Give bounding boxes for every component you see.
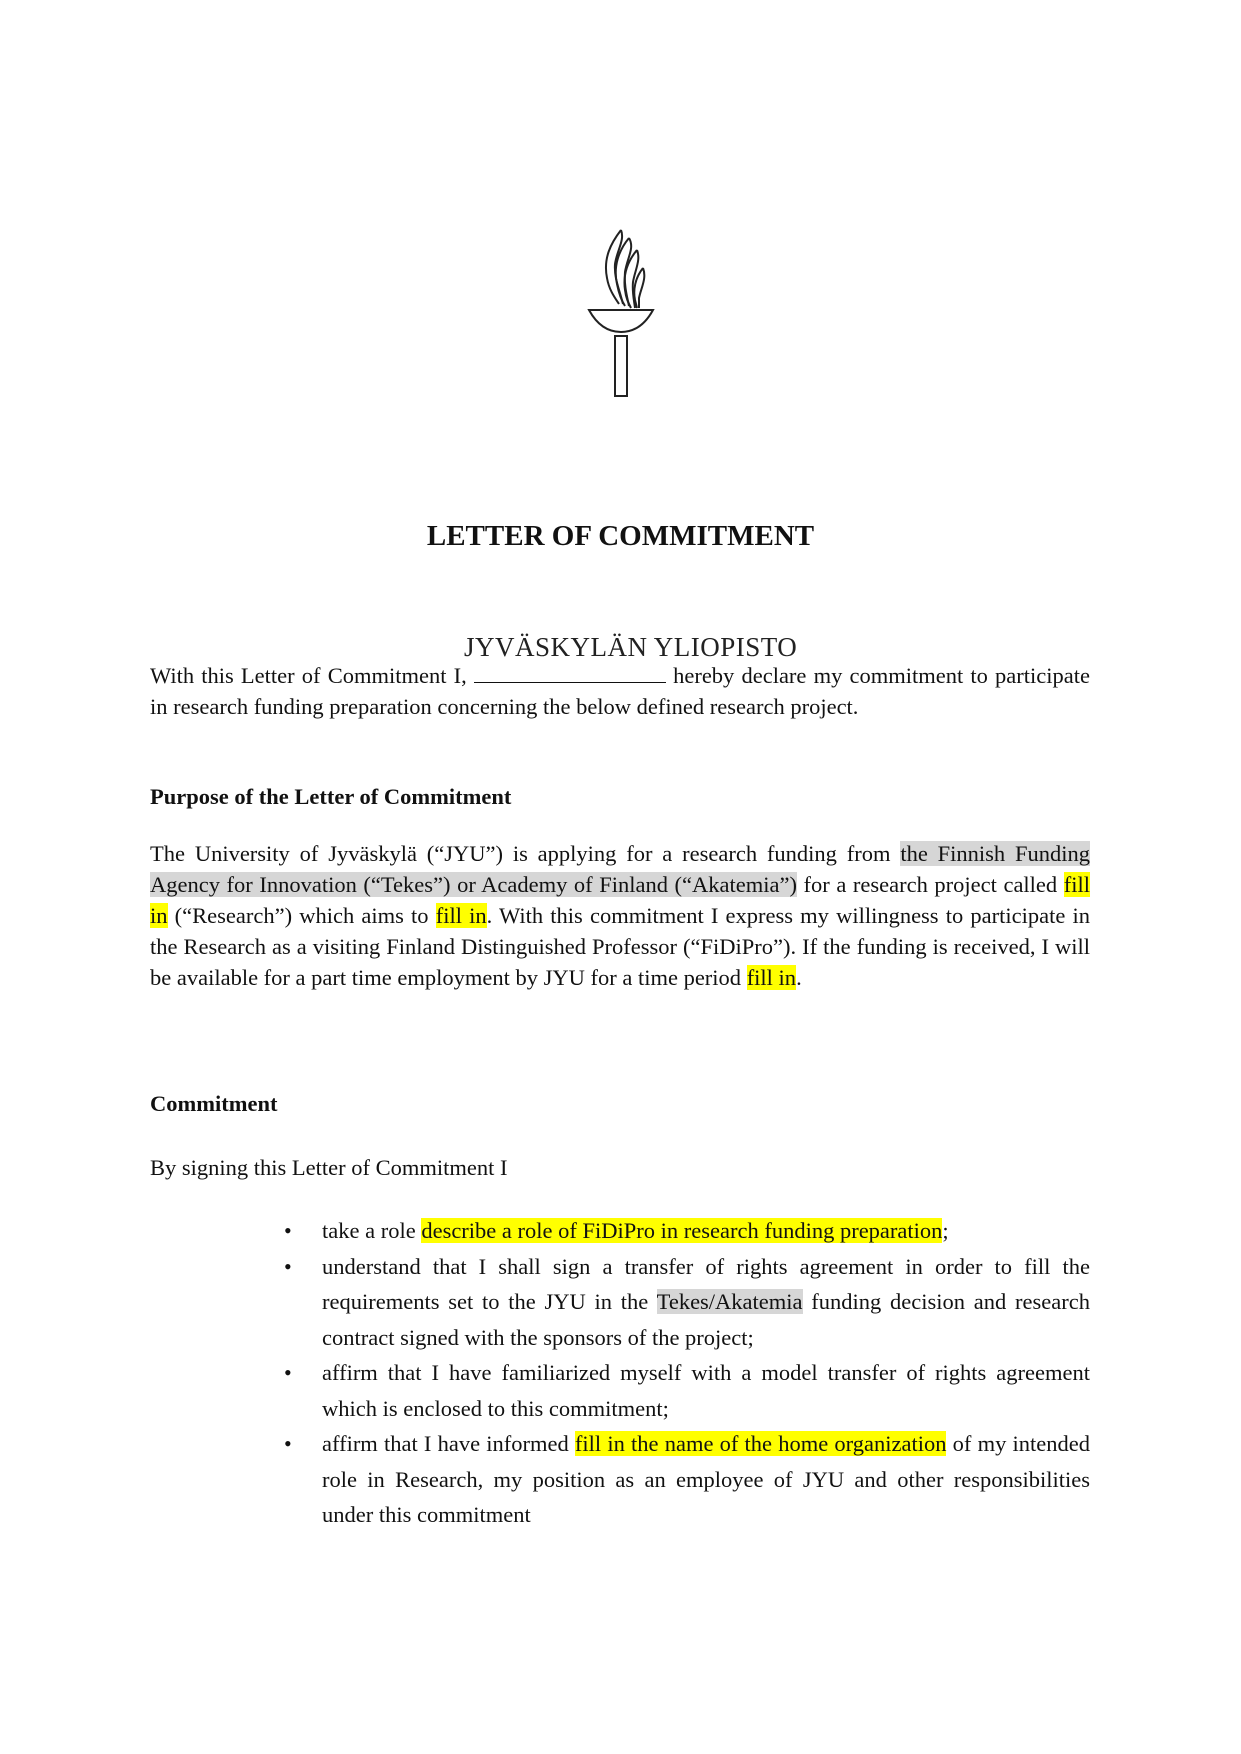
intro-text-1: With this Letter of Commitment I, — [150, 663, 474, 688]
list-item — [322, 1355, 1090, 1426]
purpose-text: . — [796, 965, 802, 990]
list-item — [322, 1249, 1090, 1356]
purpose-text: The University of Jyväskylä (“JYU”) is applying for a research funding from — [150, 841, 901, 866]
commitment-heading: Commitment — [150, 1091, 278, 1116]
intro-text-2: hereby declare my commitment to participate in research funding preparation concerning the below defined research project. — [150, 663, 1090, 719]
intro-paragraph — [150, 660, 1090, 722]
fill-in-time-period[interactable]: fill in — [746, 965, 797, 990]
fill-in-aims[interactable]: fill in — [435, 903, 487, 928]
list-item — [322, 1426, 1090, 1533]
item-text: affirm that I have familiarized myself with a model transfer of rights agreement which is enclosed to this commitment; — [322, 1360, 1090, 1421]
item-text: affirm that I have informed — [322, 1431, 575, 1456]
purpose-text: (“Research”) which aims to — [167, 903, 436, 928]
item-text: funding decision and research contract signed with the sponsors of the project; — [322, 1289, 1090, 1350]
purpose-paragraph — [150, 838, 1090, 993]
name-blank-field[interactable] — [474, 664, 666, 683]
purpose-heading: Purpose of the Letter of Commitment — [150, 784, 512, 809]
fill-in-home-organization[interactable]: fill in the name of the home organization — [574, 1431, 947, 1456]
list-item — [322, 1213, 1090, 1249]
item-text: of my intended role in Research, my position as an employee of JYU and other responsibilities under this commitment — [322, 1431, 1090, 1527]
document-title: LETTER OF COMMITMENT — [426, 520, 815, 552]
torch-icon — [581, 228, 661, 398]
funder-highlight: the Finnish Funding Agency for Innovation (“Tekes”) or Academy of Finland (“Akatemia”) — [150, 841, 1091, 897]
fill-in-project-name[interactable]: fill in — [150, 872, 1090, 928]
item-text: take a role — [322, 1218, 422, 1243]
purpose-text: . With this commitment I express my willingness to participate in the Research as a visiting Finland Distinguished Professor (“FiDiPro”). If the funding is received, I will be available for a part time employment by JYU for a time period — [150, 903, 1091, 990]
purpose-text: for a research project called — [796, 872, 1064, 897]
sponsor-highlight: Tekes/Akatemia — [656, 1289, 803, 1314]
item-text: ; — [942, 1218, 949, 1243]
commitment-list — [322, 1213, 1090, 1533]
commitment-lead: By signing this Letter of Commitment I — [150, 1155, 508, 1180]
fill-in-role[interactable]: describe a role of FiDiPro in research funding preparation — [421, 1218, 943, 1243]
university-name: JYVÄSKYLÄN YLIOPISTO — [464, 632, 798, 662]
item-text: understand that I shall sign a transfer of rights agreement in order to fill the requirements set to the JYU in the — [322, 1253, 1090, 1314]
